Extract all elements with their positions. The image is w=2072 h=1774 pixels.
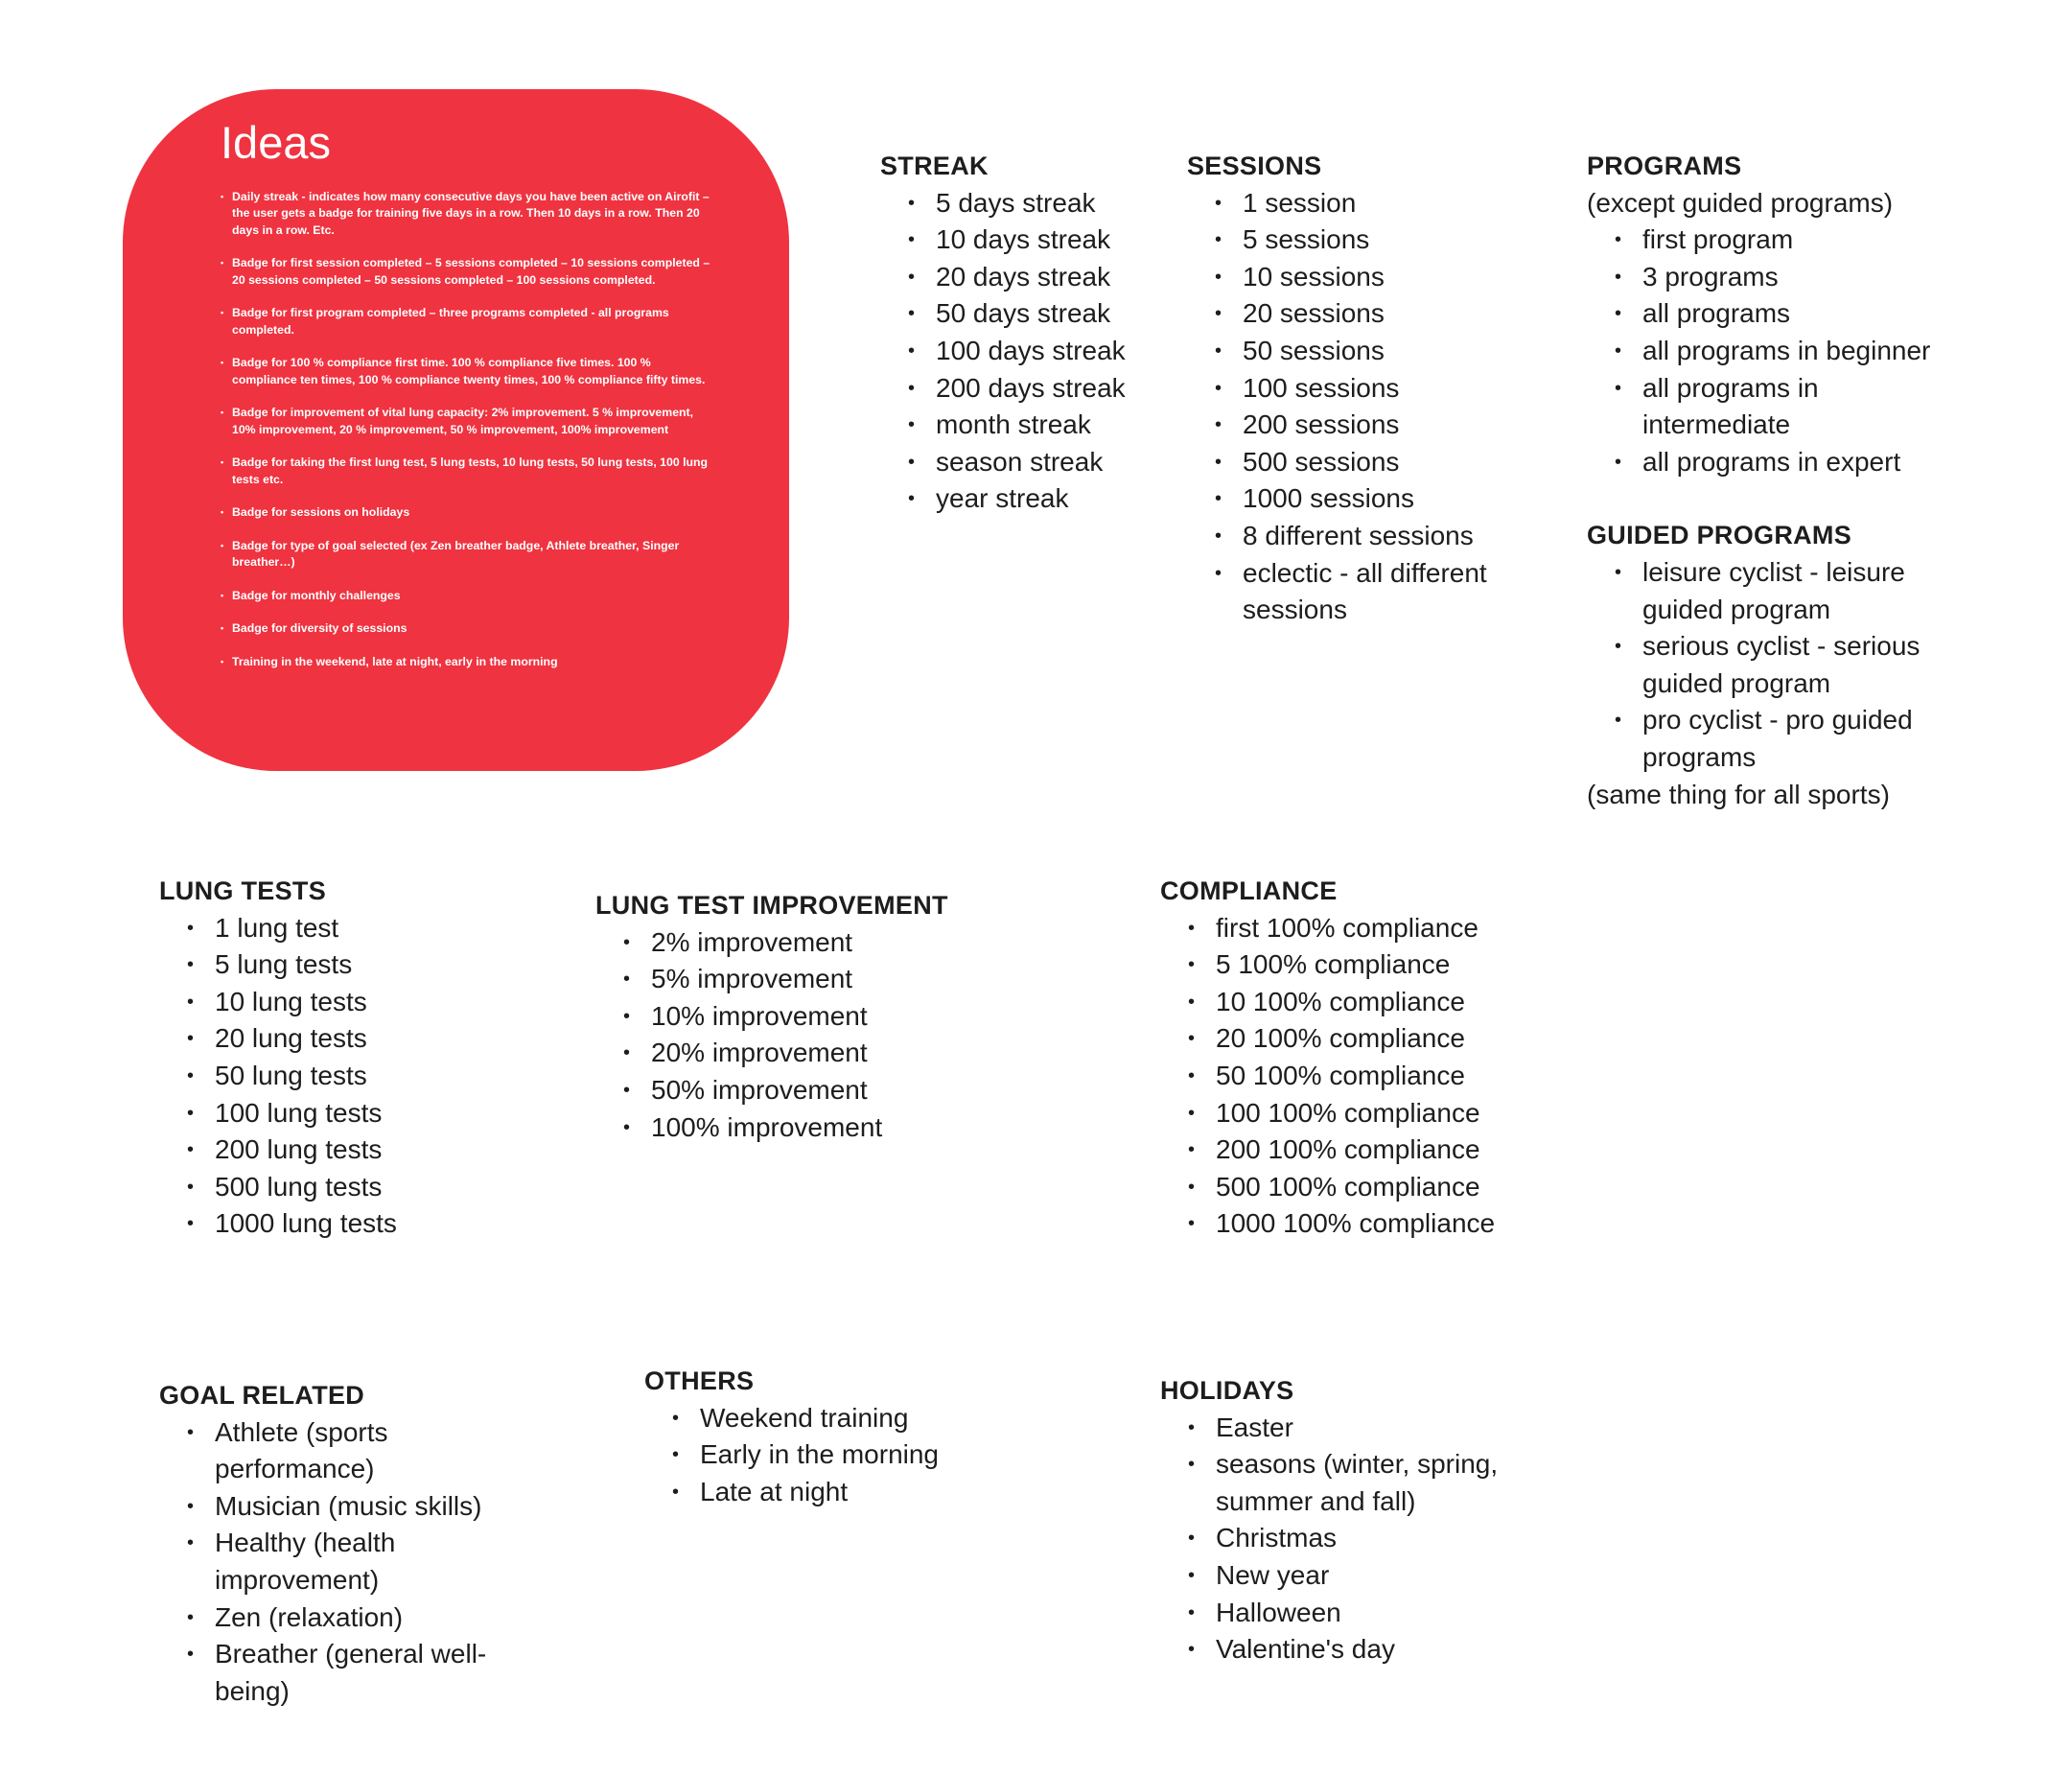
list-item: • serious cyclist - serious guided program [1615, 628, 1932, 702]
list-item: • eclectic - all different sessions [1215, 555, 1513, 629]
list-item: • 500 lung tests [187, 1169, 524, 1206]
list-item: • 100 sessions [1215, 370, 1513, 408]
others-list [644, 1400, 1009, 1511]
list-item: • Badge for monthly challenges [221, 588, 712, 605]
others-section [644, 1363, 1009, 1510]
list-item: • season streak [908, 444, 1168, 481]
lung-tests-title: LUNG TESTS [159, 876, 327, 905]
list-item: • 20 100% compliance [1188, 1020, 1563, 1058]
guided-programs-list [1587, 554, 1932, 777]
list-item: • 1 session [1215, 185, 1513, 222]
list-item: • Badge for sessions on holidays [221, 504, 712, 522]
list-item: • Weekend training [672, 1400, 1009, 1437]
list-item: • 1000 100% compliance [1188, 1205, 1563, 1243]
list-item: • 200 lung tests [187, 1132, 524, 1169]
streak-list [880, 185, 1168, 518]
list-item: • 200 100% compliance [1188, 1132, 1563, 1169]
list-item: • 50 lung tests [187, 1058, 524, 1095]
goal-related-title: GOAL RELATED [159, 1381, 365, 1410]
list-item: • 8 different sessions [1215, 518, 1513, 555]
lung-tests-list [159, 910, 524, 1243]
list-item: • all programs in intermediate [1615, 370, 1932, 444]
list-item: • 50 sessions [1215, 333, 1513, 370]
list-item: • 50 days streak [908, 295, 1168, 333]
list-item: • New year [1188, 1557, 1525, 1595]
list-item: • month streak [908, 407, 1168, 444]
list-item: • 1000 sessions [1215, 480, 1513, 518]
list-item: • Badge for first program completed – three programs completed - all programs completed. [221, 305, 712, 338]
list-item: • 1 lung test [187, 910, 524, 947]
list-item: • year streak [908, 480, 1168, 518]
list-item: • Badge for diversity of sessions [221, 620, 712, 638]
list-item: • 500 100% compliance [1188, 1169, 1563, 1206]
list-item: • 10 days streak [908, 222, 1168, 259]
list-item: • 5% improvement [623, 961, 998, 998]
lung-test-improvement-list [595, 924, 998, 1147]
list-item: • 200 days streak [908, 370, 1168, 408]
list-item: • all programs [1615, 295, 1932, 333]
list-item: • Late at night [672, 1474, 1009, 1511]
list-item: • 5 100% compliance [1188, 946, 1563, 984]
lung-tests-section [159, 873, 524, 1243]
compliance-list [1160, 910, 1563, 1243]
list-item: • 20 lung tests [187, 1020, 524, 1058]
lung-test-improvement-section [595, 887, 998, 1146]
list-item: • 20 days streak [908, 259, 1168, 296]
programs-note: (except guided programs) [1587, 187, 1894, 218]
list-item: • 20 sessions [1215, 295, 1513, 333]
holidays-title: HOLIDAYS [1160, 1376, 1294, 1405]
list-item: • 1000 lung tests [187, 1205, 524, 1243]
list-item: • Badge for taking the first lung test, 5 lung tests, 10 lung tests, 50 lung tests, 100 lung tests etc. [221, 455, 712, 488]
streak-section [880, 148, 1168, 518]
list-item: • 50 100% compliance [1188, 1058, 1563, 1095]
lung-test-improvement-title: LUNG TEST IMPROVEMENT [595, 891, 948, 920]
list-item: • 3 programs [1615, 259, 1932, 296]
list-item: • 10 lung tests [187, 984, 524, 1021]
list-item: • Badge for type of goal selected (ex Zen breather badge, Athlete breather, Singer breather…) [221, 538, 712, 572]
streak-title: STREAK [880, 152, 989, 180]
ideas-list [221, 189, 712, 671]
guided-programs-note: (same thing for all sports) [1587, 779, 1890, 809]
holidays-section [1160, 1372, 1525, 1669]
others-title: OTHERS [644, 1366, 755, 1395]
sessions-section [1187, 148, 1513, 629]
list-item: • Easter [1188, 1410, 1525, 1447]
programs-list [1587, 222, 1932, 480]
list-item: • 2% improvement [623, 924, 998, 962]
ideas-title: Ideas [221, 117, 331, 168]
list-item: • first program [1615, 222, 1932, 259]
goal-related-section [159, 1377, 504, 1710]
list-item: • Badge for first session completed – 5 sessions completed – 10 sessions completed – 20 sessions completed – 50 sessions completed – 100 sessions completed. [221, 255, 712, 289]
list-item: • Early in the morning [672, 1436, 1009, 1474]
list-item: • Breather (general well-being) [187, 1636, 504, 1710]
guided-programs-title: GUIDED PROGRAMS [1587, 521, 1852, 550]
compliance-title: COMPLIANCE [1160, 876, 1338, 905]
list-item: • Training in the weekend, late at night, early in the morning [221, 654, 712, 671]
ideas-card [123, 89, 789, 771]
list-item: • 5 sessions [1215, 222, 1513, 259]
list-item: • 10 100% compliance [1188, 984, 1563, 1021]
list-item: • leisure cyclist - leisure guided program [1615, 554, 1932, 628]
list-item: • seasons (winter, spring, summer and fall) [1188, 1446, 1525, 1520]
list-item: • Musician (music skills) [187, 1488, 504, 1526]
list-item: • all programs in expert [1615, 444, 1932, 481]
list-item: • Christmas [1188, 1520, 1525, 1557]
compliance-section [1160, 873, 1563, 1243]
list-item: • Zen (relaxation) [187, 1599, 504, 1637]
list-item: • 5 days streak [908, 185, 1168, 222]
list-item: • 100 days streak [908, 333, 1168, 370]
list-item: • Valentine's day [1188, 1631, 1525, 1669]
list-item: • first 100% compliance [1188, 910, 1563, 947]
programs-title: PROGRAMS [1587, 152, 1742, 180]
list-item: • Badge for 100 % compliance first time. 100 % compliance five times. 100 % compliance ten times, 100 % compliance twenty times, 100 % compliance fifty times. [221, 355, 712, 388]
sessions-list [1187, 185, 1513, 629]
list-item: • Daily streak - indicates how many consecutive days you have been active on Airofit – the user gets a badge for training five days in a row. Then 10 days in a row. Then 20 days in a row. Etc. [221, 189, 712, 240]
holidays-list [1160, 1410, 1525, 1669]
list-item: • Badge for improvement of vital lung capacity: 2% improvement. 5 % improvement, 10% improvement, 20 % improvement, 50 % improvement, 100% improvement [221, 405, 712, 438]
list-item: • 200 sessions [1215, 407, 1513, 444]
list-item: • 5 lung tests [187, 946, 524, 984]
list-item: • 50% improvement [623, 1072, 998, 1109]
list-item: • 100% improvement [623, 1109, 998, 1147]
goal-related-list [159, 1414, 504, 1711]
programs-section [1587, 148, 1932, 813]
list-item: • Halloween [1188, 1595, 1525, 1632]
list-item: • 10 sessions [1215, 259, 1513, 296]
list-item: • 100 lung tests [187, 1095, 524, 1132]
list-item: • Healthy (health improvement) [187, 1525, 504, 1599]
list-item: • pro cyclist - pro guided programs [1615, 702, 1932, 776]
list-item: • 10% improvement [623, 998, 998, 1036]
sessions-title: SESSIONS [1187, 152, 1322, 180]
list-item: • 20% improvement [623, 1035, 998, 1072]
list-item: • 100 100% compliance [1188, 1095, 1563, 1132]
list-item: • all programs in beginner [1615, 333, 1932, 370]
list-item: • Athlete (sports performance) [187, 1414, 504, 1488]
list-item: • 500 sessions [1215, 444, 1513, 481]
